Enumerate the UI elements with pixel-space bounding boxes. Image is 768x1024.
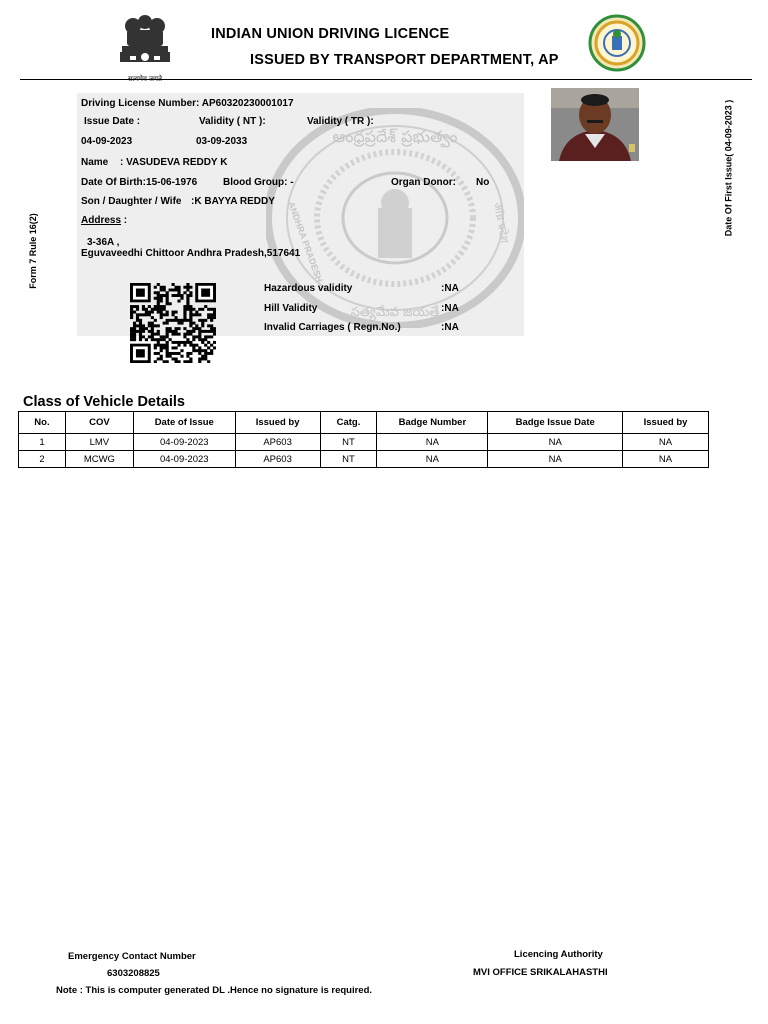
invalid-carriages-row: :NA (441, 322, 459, 333)
hazardous-row: :NA (441, 283, 459, 294)
address-label: Address (81, 215, 122, 226)
cov-header: Badge Number (377, 412, 488, 434)
cov-header: Date of Issue (133, 412, 235, 434)
hill-value: NA (444, 303, 459, 314)
table-row (19, 451, 709, 468)
table-cell: AP603 (235, 434, 320, 451)
computer-generated-note: Note : This is computer generated DL .Hence no signature is required. (56, 985, 373, 996)
organ-donor-label: Organ Donor (391, 177, 453, 188)
table-cell: NA (488, 434, 623, 451)
table-cell: NA (623, 451, 709, 468)
dl-number: AP60320230001017 (201, 98, 294, 109)
cov-header: Catg. (320, 412, 377, 434)
issue-date: 04-09-2023 (81, 136, 133, 147)
dob-row: Date Of Birth:15-06-1976 (81, 177, 198, 188)
national-emblem (110, 12, 180, 80)
validity-nt: 03-09-2033 (196, 136, 248, 147)
table-cell: NT (320, 451, 377, 468)
seal-right-text: आंध्र प्रदेश (491, 201, 511, 244)
hazardous-value: NA (444, 283, 459, 294)
table-cell: NT (320, 434, 377, 451)
first-issue-label: Date Of First Issue( 04-09-2023 ) (723, 99, 734, 237)
table-cell: NA (377, 451, 488, 468)
cov-header: No. (19, 412, 66, 434)
dl-number-label: Driving License Number (81, 98, 197, 109)
emergency-contact-label: Emergency Contact Number (68, 951, 196, 962)
cov-title: Class of Vehicle Details (23, 394, 185, 410)
table-cell: 2 (19, 451, 66, 468)
blood-group-row: Blood Group: - (223, 177, 294, 188)
table-cell: AP603 (235, 451, 320, 468)
cov-header: Issued by (623, 412, 709, 434)
dob-label: Date Of Birth (81, 177, 143, 188)
header-divider (20, 79, 752, 80)
cov-header-row (19, 412, 709, 434)
watermark-seal (266, 108, 524, 328)
table-cell: NA (623, 434, 709, 451)
seal-left-text: ANDHRA PRADESH (286, 200, 325, 284)
blood-group-label: Blood Group (223, 177, 285, 188)
qr-code (130, 283, 216, 363)
ap-state-logo (584, 14, 650, 72)
table-cell: 04-09-2023 (133, 434, 235, 451)
seal-top-text: ఆంధ్రప్రదేశ్ ప్రభుత్వం (332, 127, 458, 146)
issuer-title: ISSUED BY TRANSPORT DEPARTMENT, AP (250, 52, 559, 68)
cov-header: COV (65, 412, 133, 434)
seal-bottom-text: సత్యమేవ జయతే (350, 305, 440, 320)
address-line-1: 3-36A , (87, 237, 120, 248)
licencing-authority-label: Licencing Authority (514, 949, 603, 960)
validity-tr-label-row: Validity ( TR ): (307, 116, 374, 127)
table-cell: 1 (19, 434, 66, 451)
form-rule-label: Form 7 Rule 16(2) (27, 213, 38, 289)
hill-label: Hill Validity (264, 303, 318, 314)
table-row (19, 434, 709, 451)
licencing-authority-office: MVI OFFICE SRIKALAHASTHI (473, 967, 608, 978)
dob: 15-06-1976 (146, 177, 198, 188)
invalid-carriages-value: NA (444, 322, 459, 333)
organ-donor: No (476, 177, 490, 188)
table-cell: MCWG (65, 451, 133, 468)
table-cell: LMV (65, 434, 133, 451)
address-line-2: Eguvaveedhi Chittoor Andhra Pradesh,517641 (81, 248, 301, 259)
validity-nt-label-row: Validity ( NT ): (199, 116, 266, 127)
blood-group: - (290, 177, 294, 188)
validity-nt-label: Validity ( NT ) (199, 116, 263, 127)
dl-number-row: Driving License Number: AP60320230001017 (81, 98, 294, 109)
cov-table (18, 411, 709, 468)
issue-date-label: Issue Date (84, 116, 135, 127)
hill-row: :NA (441, 303, 459, 314)
table-cell: NA (488, 451, 623, 468)
issue-date-label-row: Issue Date : (84, 116, 141, 127)
organ-donor-row: Organ Donor: (391, 177, 457, 188)
relation-label: Son / Daughter / Wife (81, 196, 182, 207)
table-cell: 04-09-2023 (133, 451, 235, 468)
address-label-row: Address : (81, 215, 128, 226)
emergency-contact-number: 6303208825 (107, 968, 160, 979)
cov-header: Issued by (235, 412, 320, 434)
name-row: : VASUDEVA REDDY K (120, 157, 228, 168)
table-cell: NA (377, 434, 488, 451)
holder-name: VASUDEVA REDDY K (126, 157, 228, 168)
holder-photo (551, 88, 639, 161)
validity-tr-label: Validity ( TR ) (307, 116, 371, 127)
relation-name: K BAYYA REDDY (194, 196, 275, 207)
hazardous-label: Hazardous validity (264, 283, 353, 294)
invalid-carriages-label: Invalid Carriages ( Regn.No.) (264, 322, 401, 333)
relation-row: :K BAYYA REDDY (191, 196, 275, 207)
licence-title: INDIAN UNION DRIVING LICENCE (211, 26, 450, 42)
cov-header: Badge Issue Date (488, 412, 623, 434)
name-label: Name (81, 157, 109, 168)
